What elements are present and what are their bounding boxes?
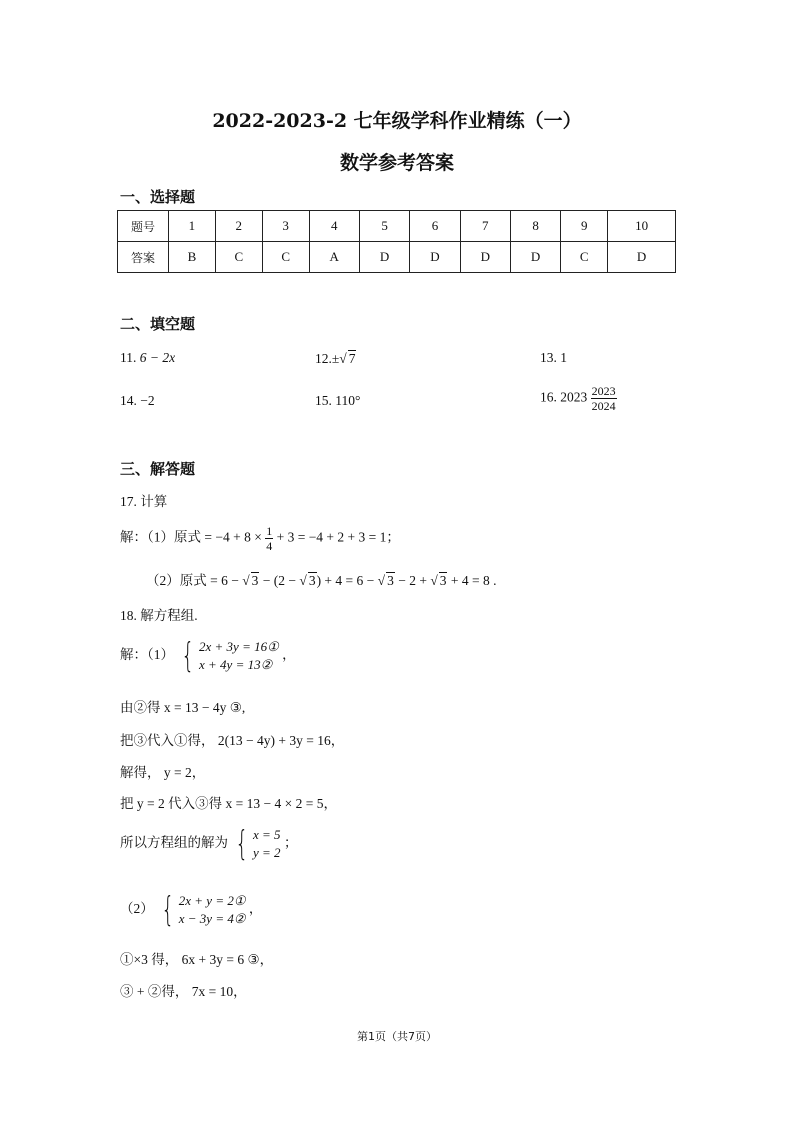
page-number: 第1页（共7页） xyxy=(357,1030,437,1043)
table-cell: 9 xyxy=(561,211,608,242)
answer-11 xyxy=(120,350,175,366)
equation-1: 2x + 3y = 16① xyxy=(199,639,279,654)
q17-part2-text: ) + 4 = 6 − xyxy=(316,573,375,588)
q17-part2-text: + 4 = 8 . xyxy=(450,573,497,588)
q17-part2-text: （2）原式 = 6 − xyxy=(146,573,239,588)
answer-11-value: 6 − 2x xyxy=(139,350,176,365)
q18-part2 xyxy=(120,892,262,928)
answer-14: 14. −2 xyxy=(120,393,155,408)
q18-part2-suffix: ， xyxy=(248,901,263,917)
equation-lines xyxy=(253,826,281,862)
q17-part2-text: − 2 + xyxy=(398,573,427,588)
brace-icon: { xyxy=(235,824,249,864)
table-cell: D xyxy=(359,242,409,273)
table-cell: D xyxy=(510,242,560,273)
plus-minus-sign: ± xyxy=(331,351,340,366)
table-cell: D xyxy=(410,242,460,273)
question-17-title: 17. 计算 xyxy=(120,494,168,509)
answer-16 xyxy=(540,384,617,413)
answer-15: 15. 110° xyxy=(315,393,361,408)
table-cell: 10 xyxy=(608,211,676,242)
table-row-numbers xyxy=(118,211,676,242)
table-cell: C xyxy=(215,242,262,273)
solution-step-4: 把 y = 2 代入③得 x = 13 − 4 × 2 = 5， xyxy=(120,796,337,811)
step-5-prefix: 所以方程组的解为 xyxy=(120,835,228,851)
q18-part1-suffix: ， xyxy=(282,647,296,663)
equation-system xyxy=(157,892,245,928)
table-cell: D xyxy=(460,242,510,273)
table-cell: 5 xyxy=(359,211,409,242)
q17-part1-suffix: + 3 = −4 + 2 + 3 = 1； xyxy=(276,529,400,545)
sqrt-icon: √ xyxy=(299,573,307,588)
table-row-answers xyxy=(118,242,676,273)
equation-lines xyxy=(199,638,279,674)
table-cell: B xyxy=(169,242,216,273)
table-cell: A xyxy=(309,242,359,273)
equation-2: x − 3y = 4② xyxy=(178,911,246,926)
solution-step-1: 由②得 x = 13 − 4y ③, xyxy=(120,700,246,715)
answer-11-label: 11. xyxy=(120,350,137,365)
q17-part1-prefix: 解：（1）原式 = −4 + 8 × xyxy=(120,529,262,545)
q17-part2 xyxy=(146,569,496,589)
fraction xyxy=(265,524,273,553)
section-heading-solutions: 三、解答题 xyxy=(120,460,196,478)
table-header-question: 题号 xyxy=(118,211,169,242)
table-cell: D xyxy=(608,242,676,273)
table-cell: 3 xyxy=(262,211,309,242)
equation-1: 2x + y = 2① xyxy=(178,893,246,908)
solution-step-7: ③ + ②得， 7x = 10， xyxy=(120,984,247,999)
brace-icon: { xyxy=(161,890,175,930)
solution-step-5 xyxy=(120,826,297,862)
document-title: 2022-2023-2 七年级学科作业精练（一） xyxy=(212,110,582,132)
answer-16-label: 16. 2023 xyxy=(540,389,588,405)
q18-part1 xyxy=(120,638,296,674)
sqrt-icon: √ xyxy=(339,351,347,366)
answer-13: 13. 1 xyxy=(540,350,567,365)
fraction-numerator: 1 xyxy=(266,524,273,538)
fraction-denominator: 4 xyxy=(266,539,273,553)
fraction xyxy=(591,384,617,413)
equation-2: x + 4y = 13② xyxy=(199,657,273,672)
answer-12 xyxy=(315,350,356,367)
section-heading-multiple-choice: 一、选择题 xyxy=(120,188,196,206)
table-cell: 4 xyxy=(309,211,359,242)
solution-step-3: 解得， y = 2， xyxy=(120,765,206,780)
q18-part1-prefix: 解：（1） xyxy=(120,647,174,663)
table-cell: 8 xyxy=(510,211,560,242)
table-cell: C xyxy=(262,242,309,273)
document-subtitle: 数学参考答案 xyxy=(339,152,454,174)
question-18-title: 18. 解方程组. xyxy=(120,608,198,623)
answer-12-label: 12. xyxy=(315,351,332,366)
solution-step-2: 把③代入①得， 2(13 − 4y) + 3y = 16， xyxy=(120,733,345,748)
section-heading-fill-blank: 二、填空题 xyxy=(120,315,196,333)
equation-lines xyxy=(179,892,246,928)
q18-part2-prefix: （2） xyxy=(120,901,154,917)
answer-table xyxy=(117,210,676,273)
fraction-denominator: 2024 xyxy=(591,399,616,413)
radicand: 3 xyxy=(387,573,394,588)
step-5-suffix: ； xyxy=(283,835,298,851)
equation-1: x = 5 xyxy=(253,827,281,842)
equation-system xyxy=(231,826,280,862)
q17-part1 xyxy=(120,524,400,553)
q17-part2-text: − (2 − xyxy=(262,573,297,588)
brace-icon: { xyxy=(181,636,195,676)
fraction-numerator: 2023 xyxy=(591,384,616,398)
solution-step-6: ①×3 得， 6x + 3y = 6 ③， xyxy=(120,952,274,967)
equation-2: y = 2 xyxy=(253,845,281,860)
radicand: 3 xyxy=(251,573,259,588)
radicand: 7 xyxy=(348,351,356,366)
radicand: 3 xyxy=(308,573,316,588)
sqrt-icon: √ xyxy=(242,573,250,588)
table-cell: 2 xyxy=(215,211,262,242)
sqrt-icon: √ xyxy=(430,573,438,588)
table-header-answer: 答案 xyxy=(118,242,169,273)
radicand: 3 xyxy=(439,573,447,588)
equation-system xyxy=(177,638,278,674)
table-cell: C xyxy=(561,242,608,273)
sqrt-icon: √ xyxy=(377,573,386,588)
table-cell: 7 xyxy=(460,211,510,242)
table-cell: 6 xyxy=(410,211,460,242)
table-cell: 1 xyxy=(169,211,216,242)
